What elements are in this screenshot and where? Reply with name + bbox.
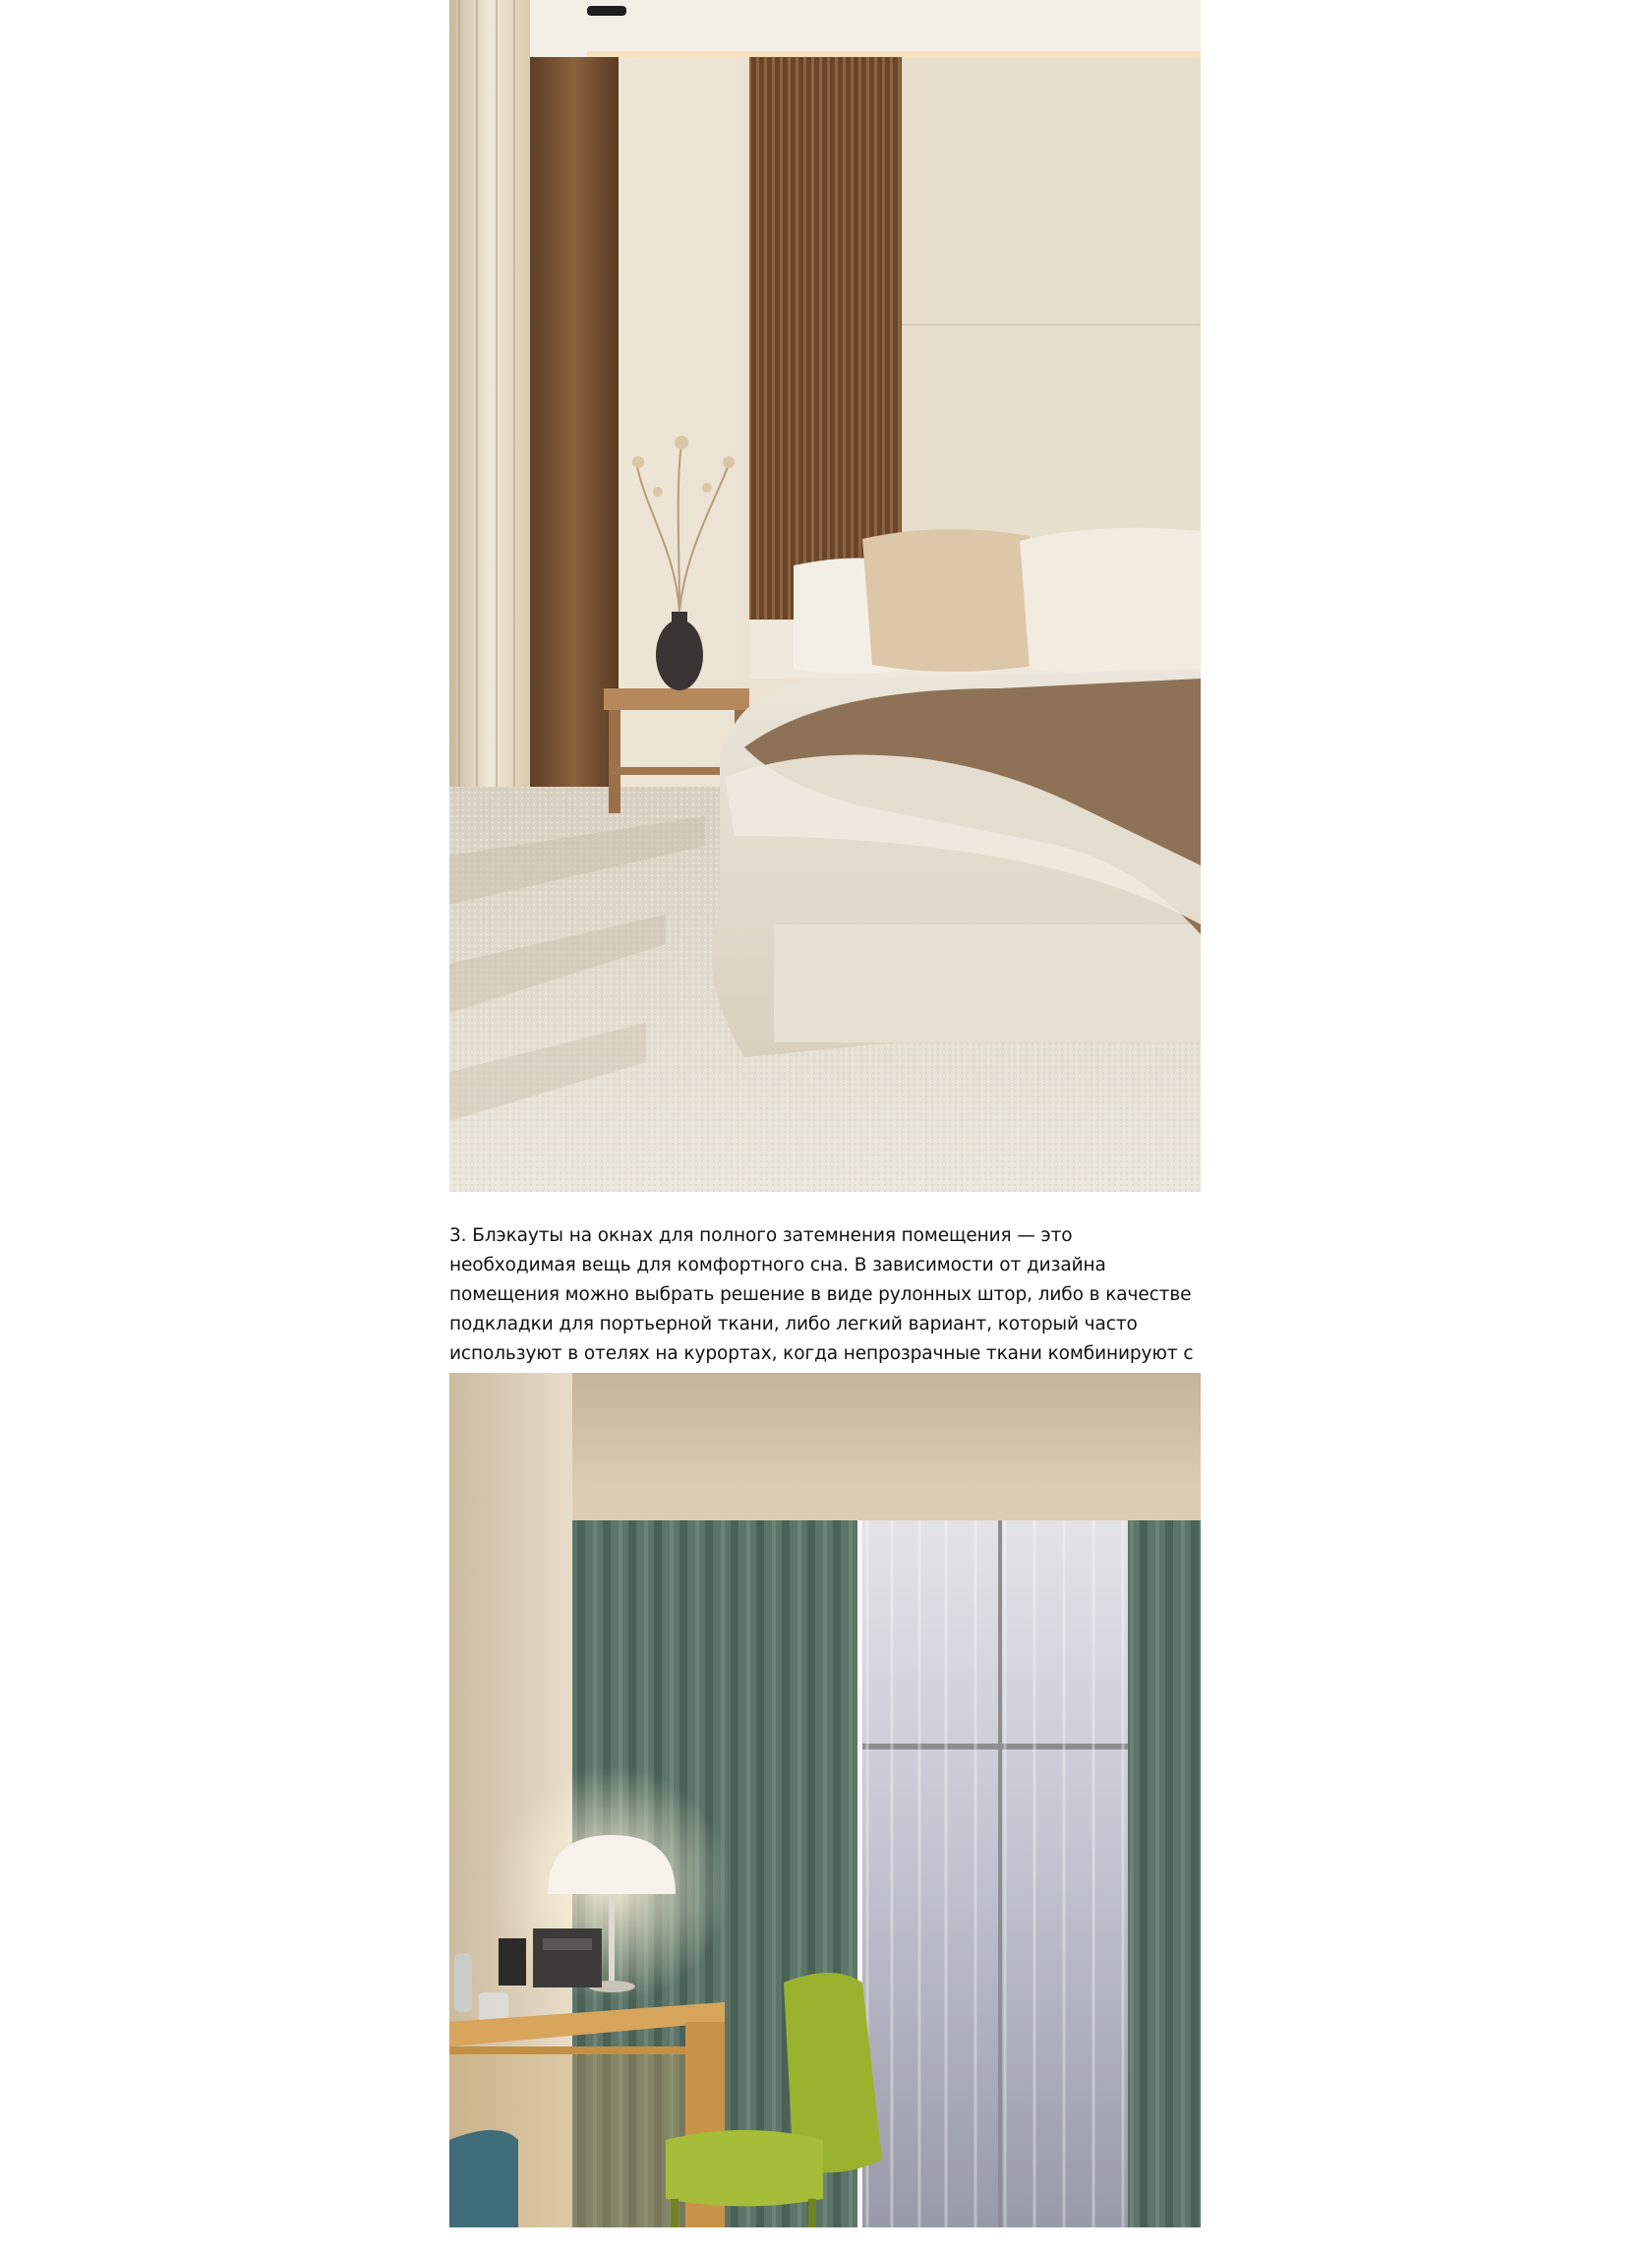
bedroom-photo	[449, 0, 1201, 1192]
article-paragraph-blackout: 3. Блэкауты на окнах для полного затемнения помещения — это необходимая вещь для комфортного сна. В зависимости от дизайна помещения можно выбрать решение в виде рулонных штор, либо в качестве подкладки для портьерной ткани, либо легкий вариант, который часто используют в отелях на курортах, когда непрозрачные ткани комбинируют с	[449, 1225, 1194, 1364]
hotel-room-illustration	[449, 1373, 1201, 2227]
article-column	[449, 0, 1201, 2227]
bedroom-illustration	[449, 0, 1201, 1192]
hotel-room-photo	[449, 1373, 1201, 2227]
